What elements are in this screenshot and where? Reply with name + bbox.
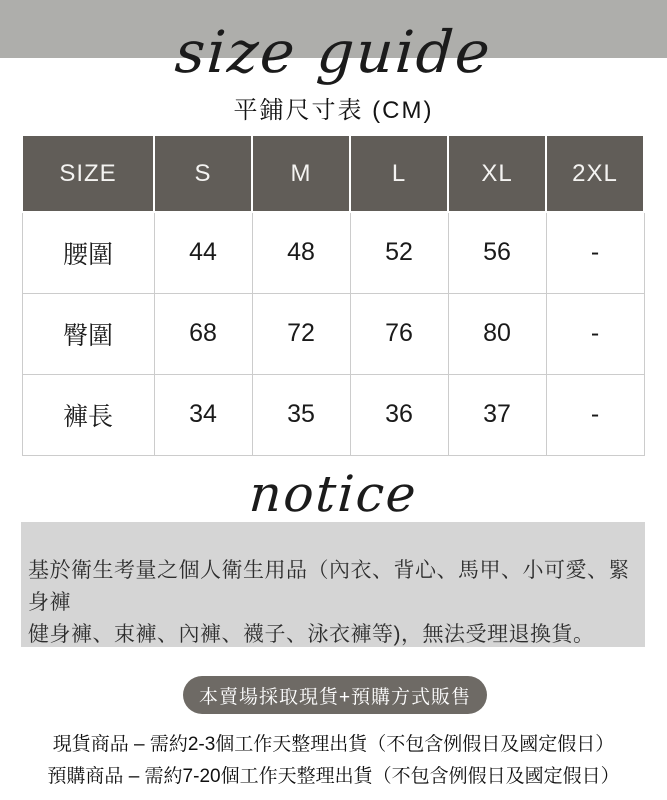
row-label: 臀圍: [22, 293, 154, 374]
row-label: 腰圍: [22, 212, 154, 293]
column-header-size: SIZE: [22, 135, 154, 212]
notice-body-line2: 健身褲、束褲、內褲、襪子、泳衣褲等)，無法受理退換貨。: [28, 623, 595, 646]
cell-value: 48: [252, 212, 350, 293]
notice-body: [28, 555, 640, 651]
notice-box: [21, 522, 645, 647]
notice-script-title: notice: [247, 465, 420, 523]
column-header-m: M: [252, 135, 350, 212]
column-header-s: S: [154, 135, 252, 212]
notice-body-line1: 基於衛生考量之個人衛生用品（內衣、背心、馬甲、小可愛、緊身褲: [28, 559, 630, 614]
table-row-waist: [22, 212, 644, 293]
cell-value: -: [546, 374, 644, 455]
size-table: [21, 134, 645, 456]
sales-method-badge: 本賣場採取現貨+預購方式販售: [183, 676, 487, 714]
table-row-pants-length: [22, 374, 644, 455]
size-guide-script-title: size guide: [173, 18, 494, 86]
cell-value: 80: [448, 293, 546, 374]
cell-value: 35: [252, 374, 350, 455]
shipping-line-preorder: 預購商品 – 需約7-20個工作天整理出貨（不包含例假日及國定假日）: [47, 766, 620, 787]
row-label: 褲長: [22, 374, 154, 455]
cell-value: -: [546, 293, 644, 374]
cell-value: 34: [154, 374, 252, 455]
cell-value: 36: [350, 374, 448, 455]
cell-value: -: [546, 212, 644, 293]
column-header-2xl: 2XL: [546, 135, 644, 212]
cell-value: 76: [350, 293, 448, 374]
cell-value: 44: [154, 212, 252, 293]
cell-value: 68: [154, 293, 252, 374]
shipping-notes: [0, 729, 667, 793]
size-table-header-row: [22, 135, 644, 212]
cell-value: 72: [252, 293, 350, 374]
cell-value: 56: [448, 212, 546, 293]
table-row-hip: [22, 293, 644, 374]
column-header-l: L: [350, 135, 448, 212]
shipping-line-in-stock: 現貨商品 – 需約2-3個工作天整理出貨（不包含例假日及國定假日）: [52, 734, 615, 755]
flat-measure-subtitle: 平鋪尺寸表 (CM): [233, 97, 434, 124]
cell-value: 37: [448, 374, 546, 455]
cell-value: 52: [350, 212, 448, 293]
column-header-xl: XL: [448, 135, 546, 212]
